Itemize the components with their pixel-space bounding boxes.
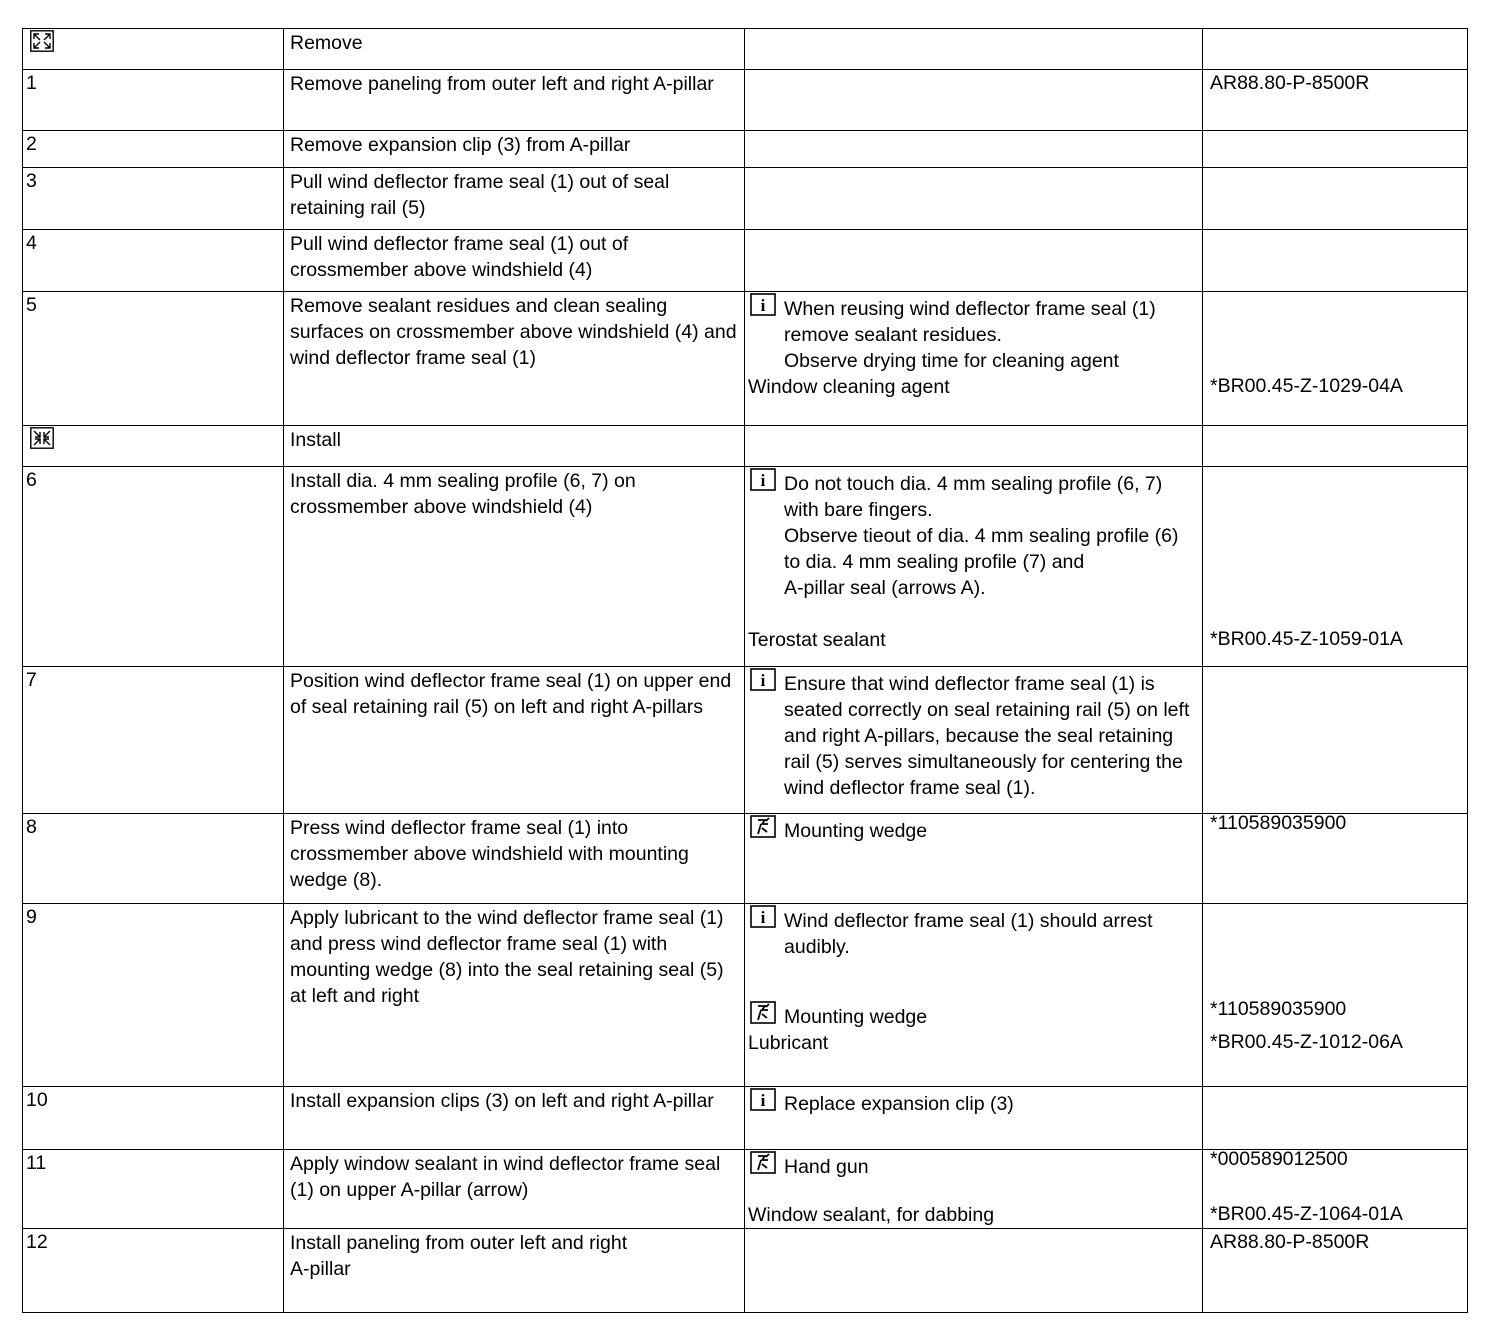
- table-row: [23, 1150, 1468, 1229]
- step-cell: [23, 292, 284, 426]
- material-note: [748, 1202, 1198, 1228]
- step-description: Remove expansion clip (3) from A-pillar: [290, 134, 631, 156]
- table-row: [23, 230, 1468, 292]
- note-text: Window cleaning agent: [748, 376, 950, 398]
- reference-cell: [1203, 1087, 1468, 1150]
- table-row: [23, 467, 1468, 667]
- step-description: Apply window sealant in wind deflector frame seal (1) on upper A-pillar (arrow): [290, 1153, 721, 1201]
- table-row: [23, 1229, 1468, 1313]
- part-number: *110589035900: [1210, 997, 1347, 1020]
- material-note: [748, 1030, 1198, 1056]
- info-note: [748, 467, 1198, 601]
- step-cell: [23, 426, 284, 467]
- document-reference: AR88.80-P-8500R: [1210, 1231, 1370, 1253]
- step-description-cell: [284, 1087, 745, 1150]
- step-number: 4: [26, 232, 37, 254]
- note-text: Replace expansion clip (3): [784, 1093, 1014, 1115]
- step-number: 2: [26, 133, 37, 155]
- step-description-cell: [284, 168, 745, 230]
- notes-cell: [745, 70, 1203, 131]
- notes-cell: [745, 1150, 1203, 1229]
- tool-note: [748, 814, 1198, 844]
- step-description-cell: [284, 230, 745, 292]
- notes-cell: [745, 1229, 1203, 1313]
- part-number: *BR00.45-Z-1059-01A: [1210, 627, 1403, 650]
- step-cell: [23, 904, 284, 1087]
- notes-cell: [745, 667, 1203, 814]
- step-description: Remove sealant residues and clean sealing surfaces on crossmember above windshield (4) and wind deflector frame seal (1): [290, 295, 737, 369]
- section-row: [23, 29, 1468, 70]
- svg-text:i: i: [760, 908, 766, 927]
- part-number: *BR00.45-Z-1029-04A: [1210, 374, 1403, 397]
- table-row: [23, 168, 1468, 230]
- step-number: 1: [26, 72, 37, 94]
- step-number: 9: [26, 906, 37, 928]
- reference-cell: [1203, 131, 1468, 168]
- info-note: [748, 292, 1198, 374]
- step-description-cell: [284, 904, 745, 1087]
- table-row: [23, 814, 1468, 904]
- reference-cell: [1203, 426, 1468, 467]
- step-description-cell: [284, 70, 745, 131]
- note-text: Mounting wedge: [784, 820, 928, 842]
- note-text: Do not touch dia. 4 mm sealing profile (6, 7) with bare fingers. Observe tieout of dia. 4 mm sealing profile (6) to dia. 4 mm sealing profile (7) and A-pillar seal (arrows A).: [784, 473, 1179, 599]
- note-text: When reusing wind deflector frame seal (1) remove sealant residues. Observe drying time for cleaning agent: [784, 298, 1156, 372]
- step-description: Install dia. 4 mm sealing profile (6, 7) on crossmember above windshield (4): [290, 470, 636, 518]
- info-icon: [750, 293, 776, 316]
- note-text: Hand gun: [784, 1156, 869, 1178]
- part-number: *BR00.45-Z-1012-06A: [1210, 1030, 1403, 1053]
- step-cell: [23, 1150, 284, 1229]
- tool-icon: [750, 1001, 776, 1024]
- notes-cell: [745, 426, 1203, 467]
- table-row: [23, 904, 1468, 1087]
- svg-text:i: i: [760, 471, 766, 490]
- notes-cell: [745, 168, 1203, 230]
- notes-cell: [745, 131, 1203, 168]
- table-row: [23, 70, 1468, 131]
- info-icon: [750, 468, 776, 491]
- step-description-cell: [284, 131, 745, 168]
- note-text: Ensure that wind deflector frame seal (1) is seated correctly on seal retaining rail (5) on left and right A-pillars, because the seal retaining rail (5) serves simultaneously for centering the wind deflector frame seal (1).: [784, 673, 1190, 799]
- step-description-cell: [284, 426, 745, 467]
- document-reference: AR88.80-P-8500R: [1210, 72, 1370, 94]
- notes-cell: [745, 904, 1203, 1087]
- tool-icon: [750, 1151, 776, 1174]
- step-cell: [23, 131, 284, 168]
- step-number: 11: [26, 1152, 47, 1174]
- note-text: Lubricant: [748, 1032, 829, 1054]
- note-text: Window sealant, for dabbing: [748, 1204, 995, 1226]
- info-note: [748, 904, 1198, 960]
- reference-cell: [1203, 230, 1468, 292]
- info-note: [748, 667, 1198, 801]
- material-note: [748, 374, 1198, 400]
- step-description: Position wind deflector frame seal (1) on upper end of seal retaining rail (5) on left and right A-pillars: [290, 670, 732, 718]
- step-description: Press wind deflector frame seal (1) into crossmember above windshield with mounting wedge (8).: [290, 817, 689, 891]
- procedure-table: [22, 28, 1468, 1313]
- info-note: [748, 1087, 1198, 1117]
- step-cell: [23, 230, 284, 292]
- note-text: Mounting wedge: [784, 1006, 928, 1028]
- step-description-cell: [284, 1229, 745, 1313]
- info-icon: [750, 1088, 776, 1111]
- svg-text:i: i: [760, 1091, 766, 1110]
- note-text: Terostat sealant: [748, 629, 886, 651]
- step-description-cell: [284, 292, 745, 426]
- step-description: Install expansion clips (3) on left and right A-pillar: [290, 1090, 714, 1112]
- reference-cell: [1203, 1147, 1468, 1229]
- note-text: Wind deflector frame seal (1) should arrest audibly.: [784, 910, 1153, 958]
- section-title: Install: [290, 429, 341, 451]
- tool-icon: [750, 815, 776, 838]
- reference-cell: [1203, 70, 1468, 131]
- tool-note: [748, 1150, 1198, 1180]
- step-cell: [23, 1087, 284, 1150]
- step-number: 3: [26, 170, 37, 192]
- material-note: [748, 627, 1198, 653]
- step-number: 5: [26, 294, 37, 316]
- step-number: 6: [26, 469, 37, 491]
- table-row: [23, 131, 1468, 168]
- step-description-cell: [284, 1150, 745, 1229]
- reference-cell: [1203, 904, 1468, 1087]
- notes-cell: [745, 29, 1203, 70]
- info-icon: [750, 905, 776, 928]
- step-description-cell: [284, 467, 745, 667]
- step-description-cell: [284, 29, 745, 70]
- reference-cell: [1203, 1229, 1468, 1313]
- part-number: *110589035900: [1210, 811, 1347, 834]
- notes-cell: [745, 292, 1203, 426]
- step-cell: [23, 1229, 284, 1313]
- reference-cell: [1203, 168, 1468, 230]
- step-description: Remove paneling from outer left and right A-pillar: [290, 73, 714, 95]
- step-cell: [23, 814, 284, 904]
- reference-cell: [1203, 292, 1468, 426]
- step-description-cell: [284, 667, 745, 814]
- step-number: 8: [26, 816, 37, 838]
- notes-cell: [745, 467, 1203, 667]
- notes-cell: [745, 1087, 1203, 1150]
- reference-cell: [1203, 467, 1468, 667]
- step-number: 7: [26, 669, 37, 691]
- step-description: Pull wind deflector frame seal (1) out of seal retaining rail (5): [290, 171, 670, 219]
- reference-cell: [1203, 29, 1468, 70]
- tool-note: [748, 1000, 1198, 1030]
- section-row: [23, 426, 1468, 467]
- step-description-cell: [284, 814, 745, 904]
- notes-cell: [745, 814, 1203, 904]
- part-number: *BR00.45-Z-1064-01A: [1210, 1202, 1403, 1225]
- table-row: [23, 292, 1468, 426]
- step-cell: [23, 467, 284, 667]
- notes-cell: [745, 230, 1203, 292]
- reference-cell: [1203, 667, 1468, 814]
- svg-text:i: i: [760, 671, 766, 690]
- step-description: Pull wind deflector frame seal (1) out of crossmember above windshield (4): [290, 233, 629, 281]
- install-section-icon: [30, 427, 54, 449]
- step-description: Apply lubricant to the wind deflector frame seal (1) and press wind deflector frame seal (1) with mounting wedge (8) into the seal retaining seal (5) at left and right: [290, 907, 724, 1007]
- step-number: 12: [26, 1231, 48, 1253]
- step-cell: [23, 667, 284, 814]
- step-number: 10: [26, 1089, 48, 1111]
- part-number: *000589012500: [1210, 1147, 1348, 1170]
- step-cell: [23, 70, 284, 131]
- step-description: Install paneling from outer left and right A-pillar: [290, 1232, 628, 1280]
- section-title: Remove: [290, 32, 363, 54]
- table-row: [23, 1087, 1468, 1150]
- table-row: [23, 667, 1468, 814]
- step-cell: [23, 29, 284, 70]
- info-icon: [750, 668, 776, 691]
- reference-cell: [1203, 811, 1468, 904]
- remove-section-icon: [30, 30, 54, 52]
- svg-text:i: i: [760, 296, 766, 315]
- step-cell: [23, 168, 284, 230]
